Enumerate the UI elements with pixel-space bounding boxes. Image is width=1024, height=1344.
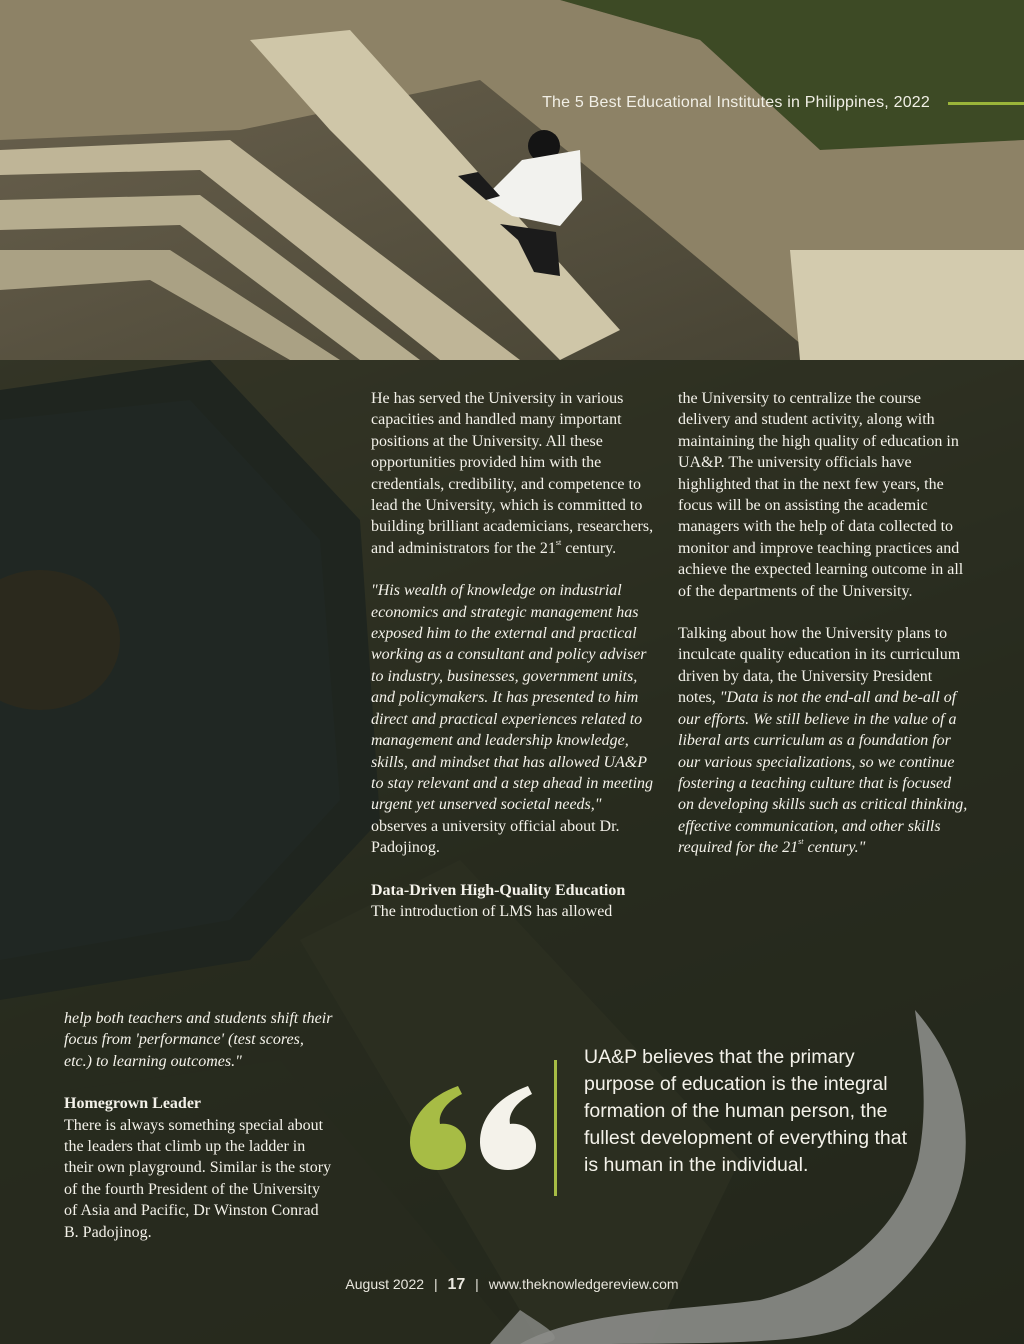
pull-quote-rule	[554, 1060, 557, 1196]
page-number: 17	[447, 1276, 466, 1293]
article-column-2	[678, 388, 970, 880]
paragraph-text: observes a university official about Dr. Padojinog.	[371, 817, 620, 857]
paragraph	[64, 1093, 334, 1243]
quote-text	[678, 689, 967, 856]
paragraph	[371, 388, 661, 559]
header-accent-rule	[948, 102, 1024, 105]
quote-text-end: century."	[803, 839, 866, 857]
paragraph-text: He has served the University in various capacities and handled many important positions at the University. All these opportunities provided him with the credentials, credibility, and competence to lead the University, which is committed to building brilliant academicians, researchers, and administrators for the 21	[371, 390, 654, 557]
quote-text-part: "Data is not the end-all and be-all of our efforts. We still believe in the value of a liberal arts curriculum as a foundation for our various specializations, so we continue fostering a teaching culture that is focused on developing skills such as critical thinking, effective communication, and other skills required for the 21	[678, 689, 968, 857]
article-column-3	[64, 1008, 334, 1264]
issue-date: August 2022	[345, 1276, 425, 1292]
quote-mark-icon	[408, 1082, 540, 1172]
paragraph	[371, 580, 661, 858]
footer-separator: |	[433, 1276, 438, 1292]
article-column-1	[371, 388, 661, 943]
paragraph-text: Talking about how the University plans to inculcate quality education in its curriculum driven by data, the University President notes,	[678, 625, 961, 707]
quote-text: help both teachers and students shift their focus from 'performance' (test scores, etc.) to learning outcomes."	[64, 1010, 333, 1070]
paragraph	[371, 880, 661, 923]
website-link[interactable]: www.theknowledgereview.com	[488, 1276, 679, 1292]
section-heading: Homegrown Leader	[64, 1095, 202, 1113]
page-footer	[0, 1276, 1024, 1294]
paragraph: the University to centralize the course delivery and student activity, along with maintaining the high quality of education in UA&P. The university officials have highlighted that in the next few years, the focus will be on assisting the academic managers with the help of data collected to monitor and improve teaching practices and achieve the expected learning outcome in all of the departments of the University.	[678, 390, 964, 600]
superscript: st	[798, 837, 804, 847]
paragraph	[678, 623, 970, 858]
footer-separator: |	[475, 1276, 479, 1292]
paragraph	[64, 1008, 334, 1072]
superscript: st	[555, 537, 562, 547]
quote-text: "His wealth of knowledge on industrial economics and strategic management has exposed him to the external and practical working as a consultant and policy adviser to industry, businesses, government units, and policymakers. It has presented to him direct and practical experiences related to management and leadership knowledge, skills, and mindset that has allowed UA&P to stay relevant and a step ahead in meeting urgent yet unserved societal needs,"	[371, 582, 654, 814]
paragraph-text: There is always something special about the leaders that climb up the ladder in their own playground. Similar is the story of the fourth President of the University of Asia and Pacific, Dr Winston Conrad B. Padojinog.	[64, 1116, 332, 1241]
paragraph-text: century.	[561, 539, 617, 557]
section-heading: Data-Driven High-Quality Education	[371, 881, 626, 899]
pull-quote: UA&P believes that the primary purpose of education is the integral formation of the human person, the fullest development of everything that is human in the individual.	[584, 1046, 908, 1176]
running-header: The 5 Best Educational Institutes in Philippines, 2022	[542, 94, 930, 111]
paragraph-text: The introduction of LMS has allowed	[371, 902, 613, 920]
